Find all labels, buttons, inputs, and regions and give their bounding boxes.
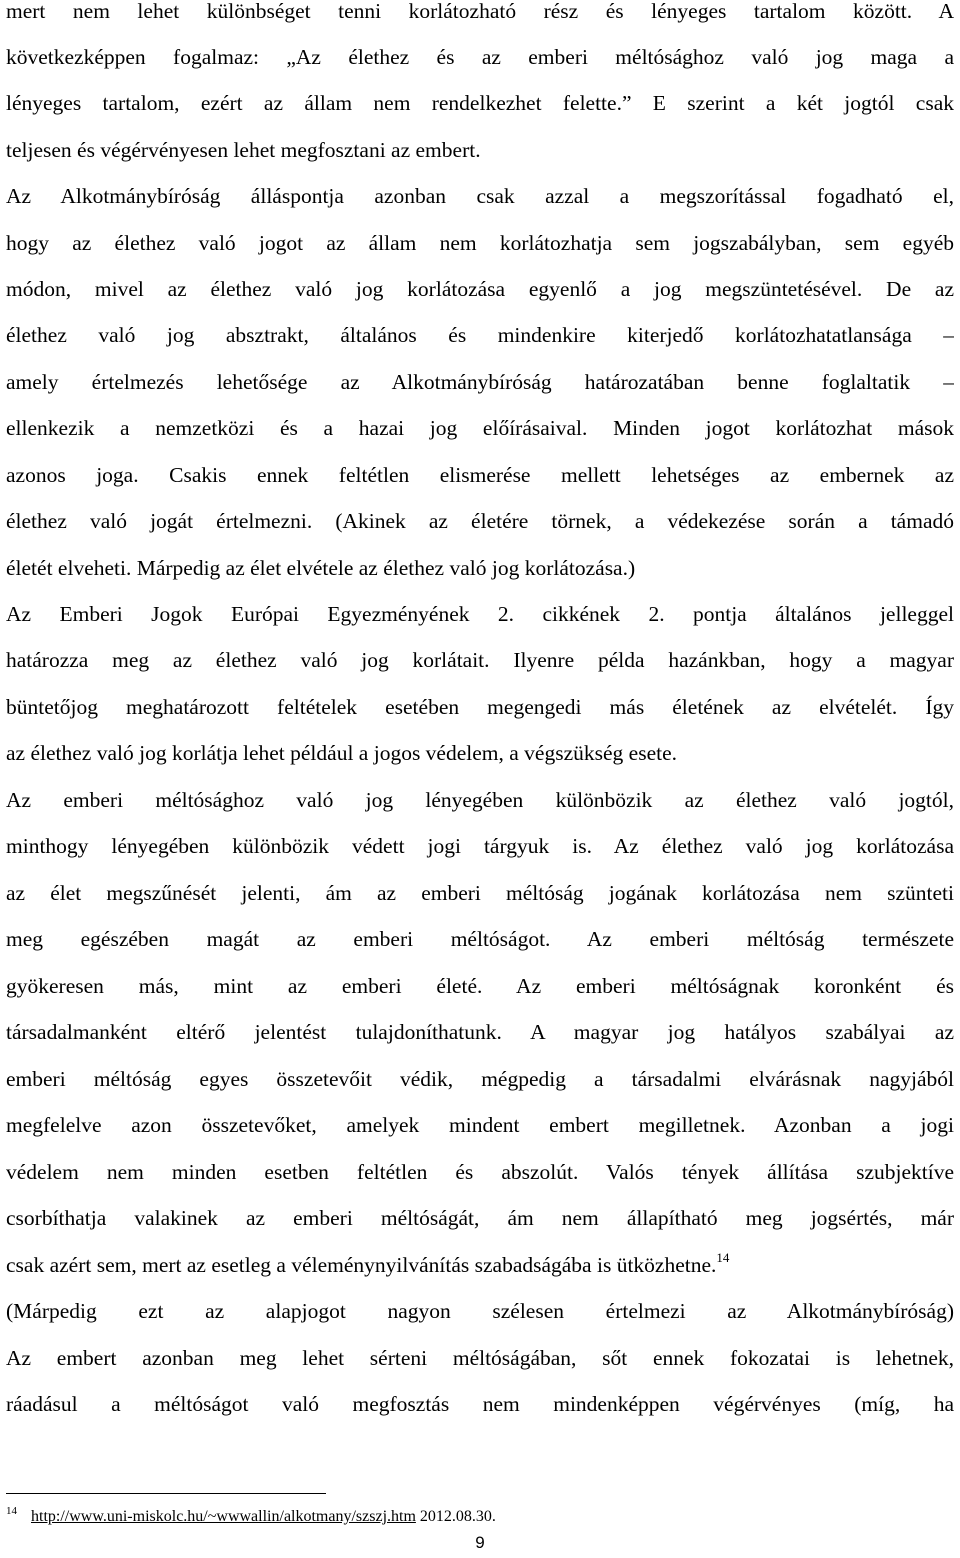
text-line: életét elveheti. Márpedig az élet elvétele az élethez való jog korlátozása.) [6, 556, 636, 580]
footnote-reference[interactable]: 14 [716, 1250, 730, 1265]
footnote-marker: 14 [6, 1505, 17, 1517]
text-line: Az emberi méltósághoz való jog lényegében különbözik az élethez való jogtól, [6, 788, 954, 812]
text-line: Az embert azonban meg lehet sérteni méltóságában, sőt ennek fokozatai is lehetnek, [6, 1346, 954, 1370]
text-line: következképpen fogalmaz: „Az élethez és az emberi méltósághoz való jog maga a [6, 45, 954, 69]
text-line: élethez való jog absztrakt, általános és mindenkire kiterjedő korlátozhatatlansága – [6, 323, 954, 347]
text-line: ráadásul a méltóságot való megfosztás nem mindenképpen végérvényes (míg, ha [6, 1392, 954, 1416]
text-line: társadalmanként eltérő jelentést tulajdoníthatunk. A magyar jog hatályos szabályai az [6, 1020, 954, 1044]
text-line: Az Emberi Jogok Európai Egyezményének 2. cikkének 2. pontja általános jelleggel [6, 602, 954, 626]
text-line: védelem nem minden esetben feltétlen és abszolút. Valós tények állítása szubjektíve [6, 1160, 954, 1184]
text-line: az élet megszűnését jelenti, ám az emberi méltóság jogának korlátozása nem szünteti [6, 881, 954, 905]
text-line: élethez való jogát értelmezni. (Akinek az életére törnek, a védekezése során a támadó [6, 509, 954, 533]
text-line: csorbíthatja valakinek az emberi méltóságát, ám nem állapítható meg jogsértés, már [6, 1206, 954, 1230]
footnote [6, 1506, 496, 1528]
text-line: amely értelmezés lehetősége az Alkotmánybíróság határozatában benne foglaltatik – [6, 370, 954, 394]
text-line: (Márpedig ezt az alapjogot nagyon szélesen értelmezi az Alkotmánybíróság) [6, 1299, 954, 1323]
text-line: emberi méltóság egyes összetevőit védik, mégpedig a társadalmi elvárásnak nagyjából [6, 1067, 954, 1091]
text-line: módon, mivel az élethez való jog korlátozása egyenlő a jog megszüntetésével. De az [6, 277, 954, 301]
text-line: minthogy lényegében különbözik védett jogi tárgyuk is. Az élethez való jog korlátozása [6, 834, 954, 858]
text-line: az élethez való jog korlátja lehet például a jogos védelem, a végszükség esete. [6, 741, 678, 765]
text-line: megfelelve azon összetevőket, amelyek mindent embert megilletnek. Azonban a jogi [6, 1113, 954, 1137]
text-line: hogy az élethez való jogot az állam nem korlátozhatja sem jogszabályban, sem egyéb [6, 231, 954, 255]
text-line: meg egészében magát az emberi méltóságot. Az emberi méltóság természete [6, 927, 954, 951]
text-line: határozza meg az élethez való jog korlátait. Ilyenre példa hazánkban, hogy a magyar [6, 648, 954, 672]
text-line: azonos joga. Csakis ennek feltétlen elismerése mellett lehetséges az embernek az [6, 463, 954, 487]
page-number: 9 [475, 1533, 485, 1552]
text-line: lényeges tartalom, ezért az állam nem rendelkezhet felette.” E szerint a két jogtól csak [6, 91, 954, 115]
footnote-divider [6, 1493, 326, 1494]
text-line-with-footnote [6, 1250, 954, 1280]
footnote-link[interactable]: http://www.uni-miskolc.hu/~wwwallin/alkotmany/szszj.htm [31, 1508, 416, 1525]
text-line: ellenkezik a nemzetközi és a hazai jog előírásaival. Minden jogot korlátozhat mások [6, 416, 954, 440]
text-line: büntetőjog meghatározott feltételek esetében megengedi más életének az elvételét. Így [6, 695, 954, 719]
text-line-content: csak azért sem, mert az esetleg a véleménynyilvánítás szabadságába is ütközhetne. [6, 1253, 717, 1277]
text-line: teljesen és végérvényesen lehet megfosztani az embert. [6, 138, 481, 162]
text-line: mert nem lehet különbséget tenni korlátozható rész és lényeges tartalom között. A [6, 0, 954, 23]
text-line: gyökeresen más, mint az emberi életé. Az emberi méltóságnak koronként és [6, 974, 954, 998]
footnote-date: 2012.08.30. [419, 1508, 496, 1525]
text-line: Az Alkotmánybíróság álláspontja azonban csak azzal a megszorítással fogadható el, [6, 184, 954, 208]
